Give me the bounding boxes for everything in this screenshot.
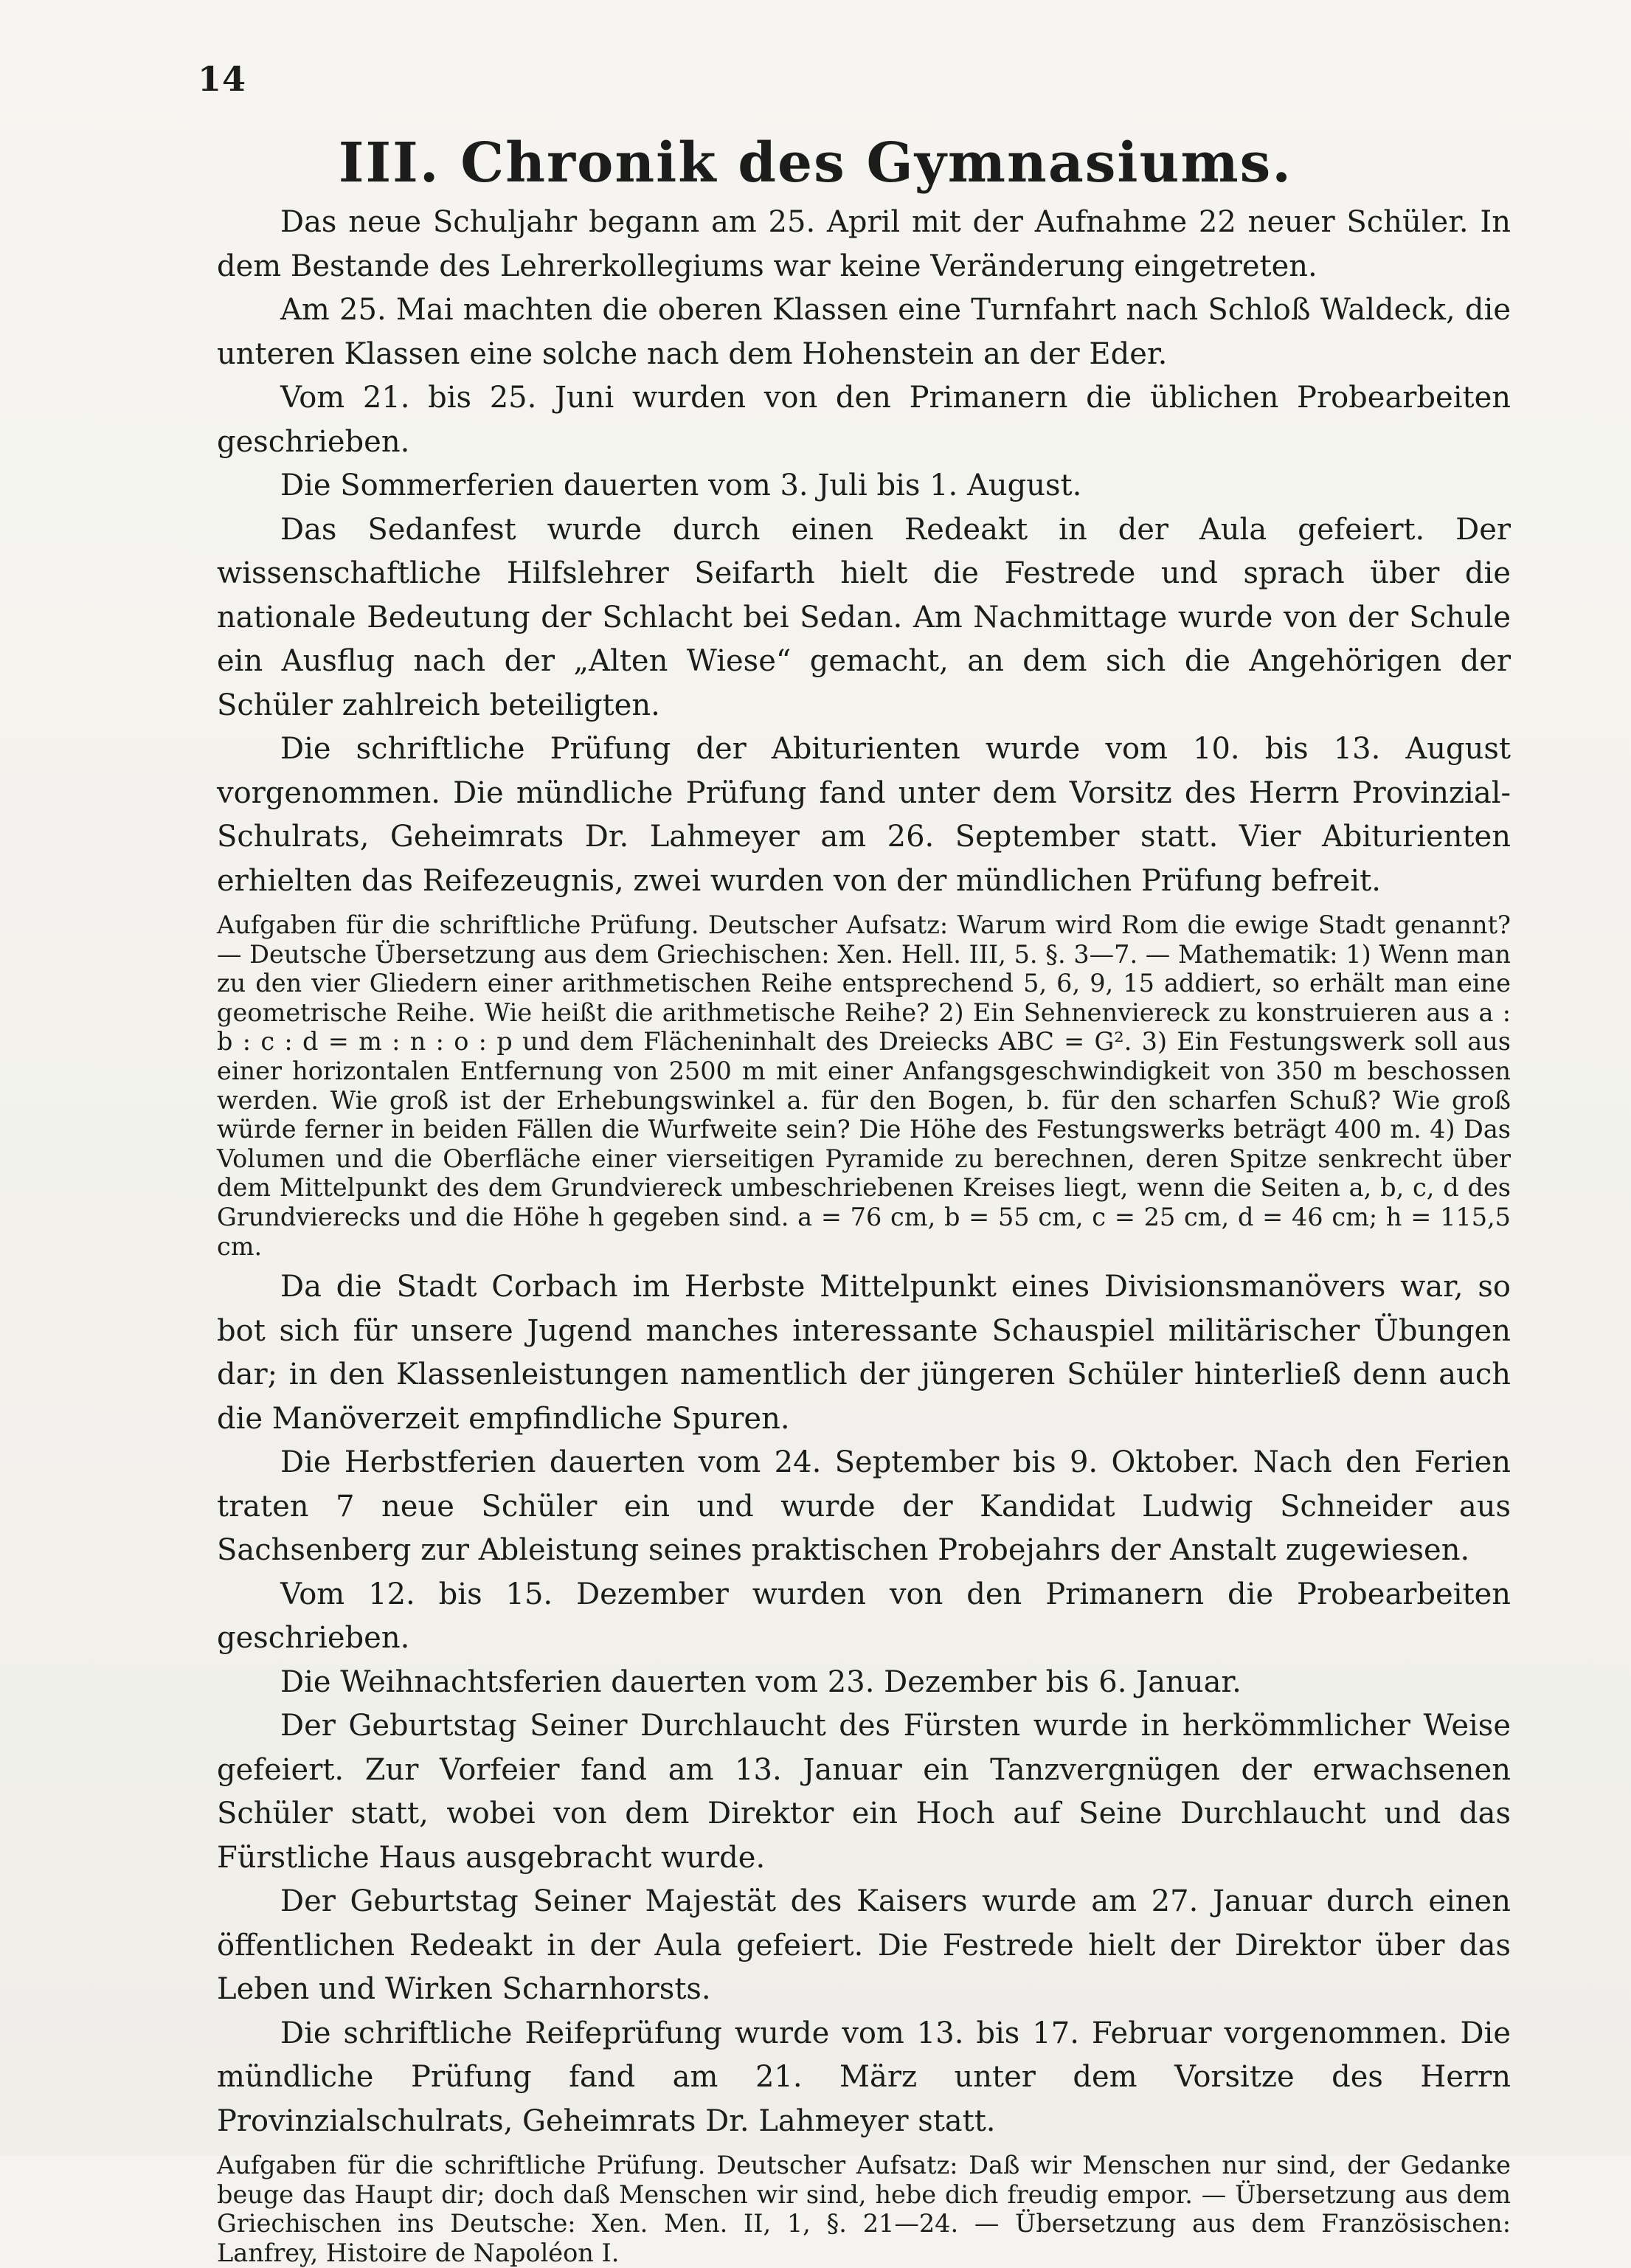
note-abitur-aufgaben: Aufgaben für die schriftliche Prüfung. Deutscher Aufsatz: Warum wird Rom die ewige Stadt genannt? — Deutsche Übersetzung aus dem Griechischen: Xen. Hell. III, 5. §. 3—7. — Mathematik: 1) Wenn man zu den vier Gliedern einer arithmetischen Reihe entsprechend 5, 6, 9, 15 addiert, so erhält man eine geometrische Reihe. Wie heißt die arithmetische Reihe? 2) Ein Sehnenviereck zu konstruieren aus a : b : c : d = m : n : o : p und dem Flächeninhalt des Dreiecks ABC = G². 3) Ein Festungswerk soll aus einer horizontalen Entfernung von 2500 m mit einer Anfangsgeschwindigkeit von 350 m beschossen werden. Wie groß ist der Erhebungswinkel a. für den Bogen, b. für den scharfen Schuß? Wie groß würde ferner in beiden Fällen die Wurfweite sein? Die Höhe des Festungswerks beträgt 400 m. 4) Das Volumen und die Oberfläche einer vierseitigen Pyramide zu berechnen, deren Spitze senkrecht über dem Mittelpunkt des dem Grundviereck umbeschriebenen Kreises liegt, wenn die Seiten a, b, c, d des Grundvierecks und die Höhe h gegeben sind. a = 76 cm, b = 55 cm, c = 25 cm, d = 46 cm; h = 115,5 cm.: [217, 910, 1511, 1261]
paragraph-probearbeiten-dezember: Vom 12. bis 15. Dezember wurden von den Primanern die Probearbeiten geschrieben.: [217, 1577, 1511, 1656]
page-number: 14: [198, 59, 247, 99]
paragraph-kaiser-geburtstag: Der Geburtstag Seiner Majestät des Kaisers wurde am 27. Januar durch einen öffentlichen Redeakt in der Aula gefeiert. Die Festrede hielt der Direktor über das Leben und Wirken Scharnhorsts.: [217, 1884, 1511, 2007]
paragraph-fuerst-geburtstag: Der Geburtstag Seiner Durchlaucht des Fürsten wurde in herkömmlicher Weise gefeiert. Zur Vorfeier fand am 13. Januar ein Tanzvergnügen der erwachsenen Schüler statt, wobei von dem Direktor ein Hoch auf Seine Durchlaucht und das Fürstliche Haus ausgebracht wurde.: [217, 1709, 1511, 1875]
paragraph-reifepruefung: Die schriftliche Reifeprüfung wurde vom 13. bis 17. Februar vorgenommen. Die mündliche Prüfung fand am 21. März unter dem Vorsitze des Herrn Provinzialschulrats, Geheimrats Dr. Lahmeyer statt.: [217, 2016, 1511, 2138]
paragraph-probearbeiten-juni: Vom 21. bis 25. Juni wurden von den Primanern die üblichen Probearbeiten geschrieben.: [217, 381, 1511, 459]
chronicle-text: [217, 201, 1511, 2268]
paragraph-weihnachtsferien: Die Weihnachtsferien dauerten vom 23. Dezember bis 6. Januar.: [280, 1664, 1242, 1699]
paragraph-manoever: Da die Stadt Corbach im Herbste Mittelpunkt eines Divisionsmanövers war, so bot sich für unsere Jugend manches interessante Schauspiel militärischer Übungen dar; in den Klassenleistungen namentlich der jüngeren Schüler hinterließ denn auch die Manöverzeit empfindliche Spuren.: [217, 1270, 1511, 1436]
chapter-heading: III. Chronik des Gymnasiums.: [338, 131, 1293, 195]
paragraph-turnfahrt: Am 25. Mai machten die oberen Klassen eine Turnfahrt nach Schloß Waldeck, die unteren Klassen eine solche nach dem Hohenstein an der Eder.: [217, 293, 1511, 371]
note-reifepruefung-aufgaben: Aufgaben für die schriftliche Prüfung. Deutscher Aufsatz: Daß wir Menschen nur sind, der Gedanke beuge das Haupt dir; doch daß Menschen wir sind, hebe dich freudig empor. — Übersetzung aus dem Griechischen ins Deutsche: Xen. Men. II, 1, §. 21—24. — Übersetzung aus dem Französischen: Lanfrey, Histoire de Napoléon I.: [217, 2151, 1511, 2267]
paragraph-sommerferien: Die Sommerferien dauerten vom 3. Juli bis 1. August.: [280, 469, 1082, 502]
paragraph-abitur-pruefung: Die schriftliche Prüfung der Abiturienten wurde vom 10. bis 13. August vorgenommen. Die mündliche Prüfung fand unter dem Vorsitz des Herrn Provinzial-Schulrats, Geheimrats Dr. Lahmeyer am 26. September statt. Vier Abiturienten erhielten das Reifezeugnis, zwei wurden von der mündlichen Prüfung befreit.: [217, 732, 1511, 898]
paragraph-school-year: Das neue Schuljahr begann am 25. April mit der Aufnahme 22 neuer Schüler. In dem Bestande des Lehrerkollegiums war keine Veränderung eingetreten.: [217, 205, 1511, 283]
paragraph-herbstferien: Die Herbstferien dauerten vom 24. September bis 9. Oktober. Nach den Ferien traten 7 neue Schüler ein und wurde der Kandidat Ludwig Schneider aus Sachsenberg zur Ableistung seines praktischen Probejahrs der Anstalt zugewiesen.: [217, 1445, 1511, 1568]
paragraph-sedanfest: Das Sedanfest wurde durch einen Redeakt in der Aula gefeiert. Der wissenschaftliche Hilfslehrer Seifarth hielt die Festrede und sprach über die nationale Bedeutung der Schlacht bei Sedan. Am Nachmittage wurde von der Schule ein Ausflug nach der „Alten Wiese“ gemacht, an dem sich die Angehörigen der Schüler zahlreich beteiligten.: [217, 512, 1511, 722]
